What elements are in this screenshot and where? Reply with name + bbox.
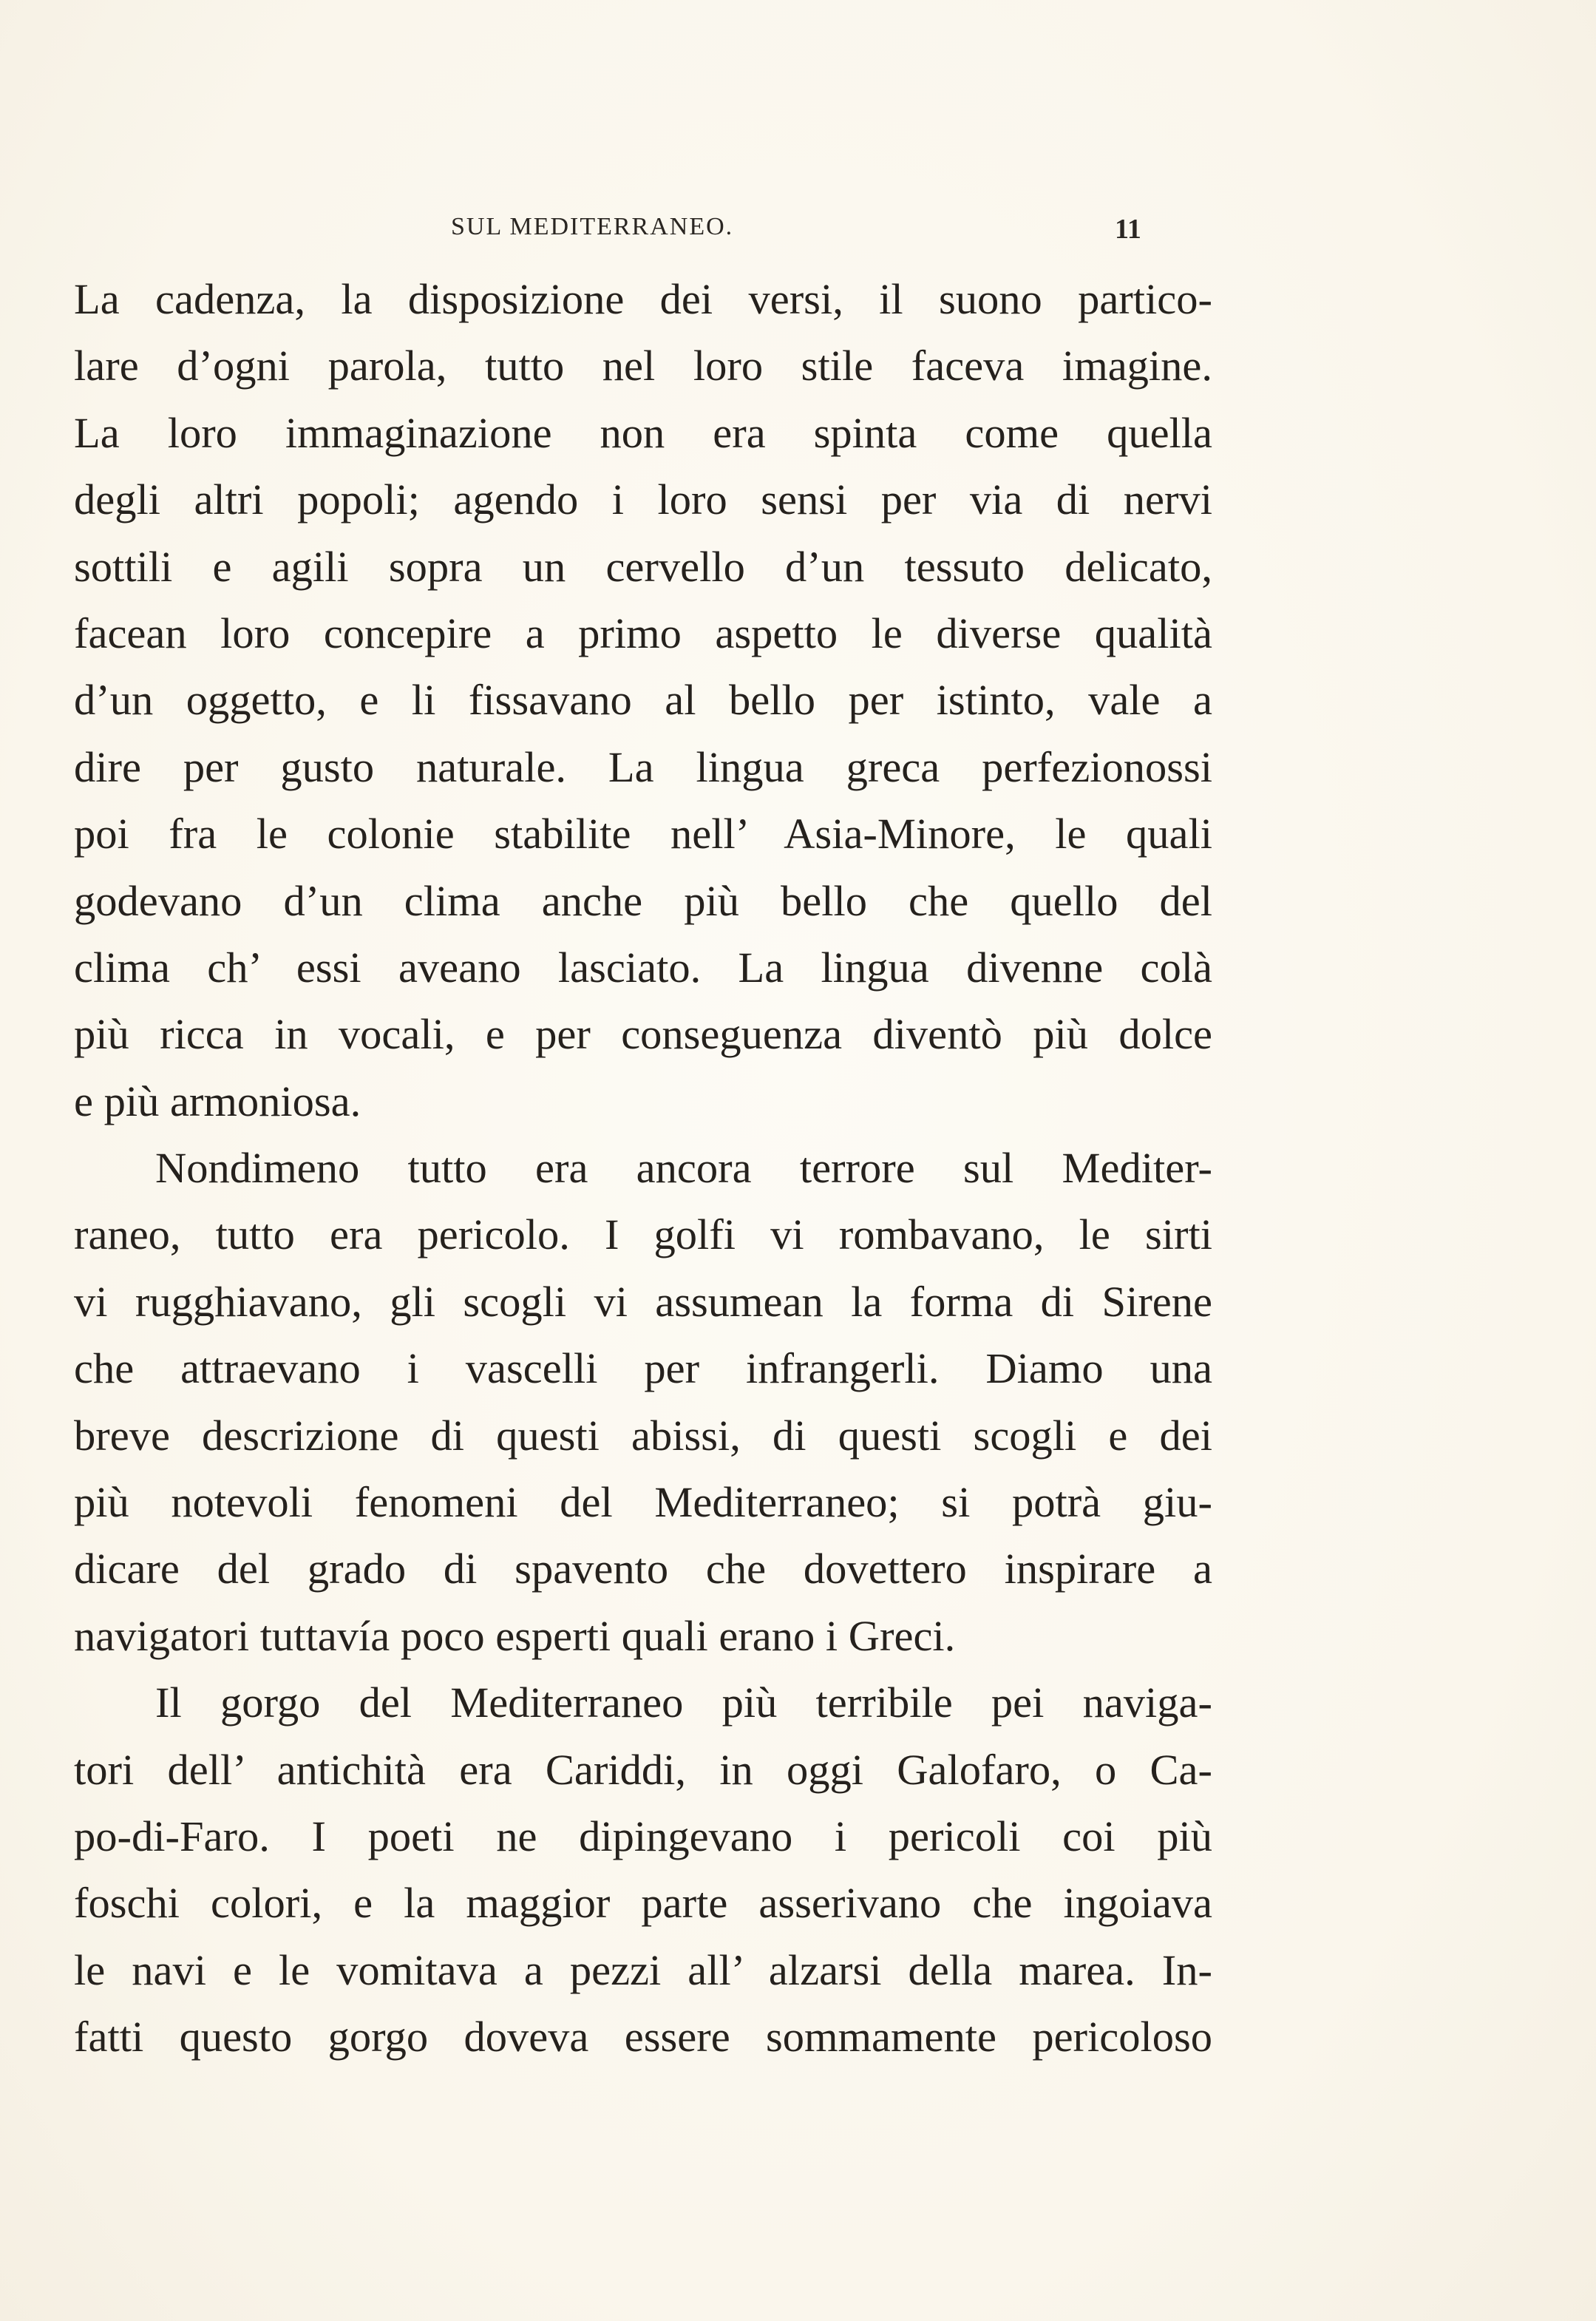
text-line: vi rugghiavano, gli scogli vi assumean la forma di Sirene (74, 1277, 1212, 1326)
text-line: dicare del grado di spavento che dovettero inspirare a (74, 1545, 1212, 1593)
text-line: foschi colori, e la maggior parte asserivano che ingoiava (74, 1879, 1212, 1928)
text-line: sottili e agili sopra un cervello d’un tessuto delicato, (74, 542, 1212, 591)
page-header (74, 213, 1220, 250)
text-line: più notevoli fenomeni del Mediterraneo; si potrà giu- (74, 1478, 1212, 1527)
text-line: d’un oggetto, e li fissavano al bello per istinto, vale a (74, 676, 1212, 725)
text-line: navigatori tuttavía poco esperti quali erano i Greci. (74, 1611, 956, 1660)
text-line: facean loro concepire a primo aspetto le diverse qualità (74, 609, 1212, 657)
page-number: 11 (1115, 214, 1141, 245)
text-line: Nondimeno tutto era ancora terrore sul Mediter- (155, 1144, 1212, 1193)
text-line: che attraevano i vascelli per infrangerli. Diamo una (74, 1344, 1212, 1393)
text-line: poi fra le colonie stabilite nell’ Asia-Minore, le quali (74, 810, 1212, 858)
text-line: degli altri popoli; agendo i loro sensi per via di nervi (74, 475, 1212, 524)
text-line: lare d’ogni parola, tutto nel loro stile faceva imagine. (74, 342, 1212, 390)
text-line: La cadenza, la disposizione dei versi, il suono partico- (74, 275, 1212, 323)
text-line: fatti questo gorgo doveva essere sommamente pericoloso (74, 2013, 1212, 2061)
text-line: dire per gusto naturale. La lingua greca perfezionossi (74, 742, 1212, 791)
text-line: godevano d’un clima anche più bello che quello del (74, 876, 1212, 925)
text-line: tori dell’ antichità era Cariddi, in oggi Galofaro, o Ca- (74, 1745, 1212, 1794)
text-line: più ricca in vocali, e per conseguenza diventò più dolce (74, 1010, 1212, 1059)
text-line: breve descrizione di questi abissi, di questi scogli e dei (74, 1411, 1212, 1460)
text-line: raneo, tutto era pericolo. I golfi vi rombavano, le sirti (74, 1210, 1212, 1259)
text-line: La loro immaginazione non era spinta come quella (74, 408, 1212, 457)
text-line: po-di-Faro. I poeti ne dipingevano i pericoli coi più (74, 1812, 1212, 1860)
body-text (74, 266, 1212, 2071)
running-head: SUL MEDITERRANEO. (451, 213, 734, 240)
text-line: le navi e le vomitava a pezzi all’ alzarsi della marea. In- (74, 1945, 1212, 1994)
text-line: Il gorgo del Mediterraneo più terribile pei naviga- (155, 1678, 1212, 1727)
text-line: e più armoniosa. (74, 1077, 361, 1125)
text-line: clima ch’ essi aveano lasciato. La lingua divenne colà (74, 943, 1212, 992)
